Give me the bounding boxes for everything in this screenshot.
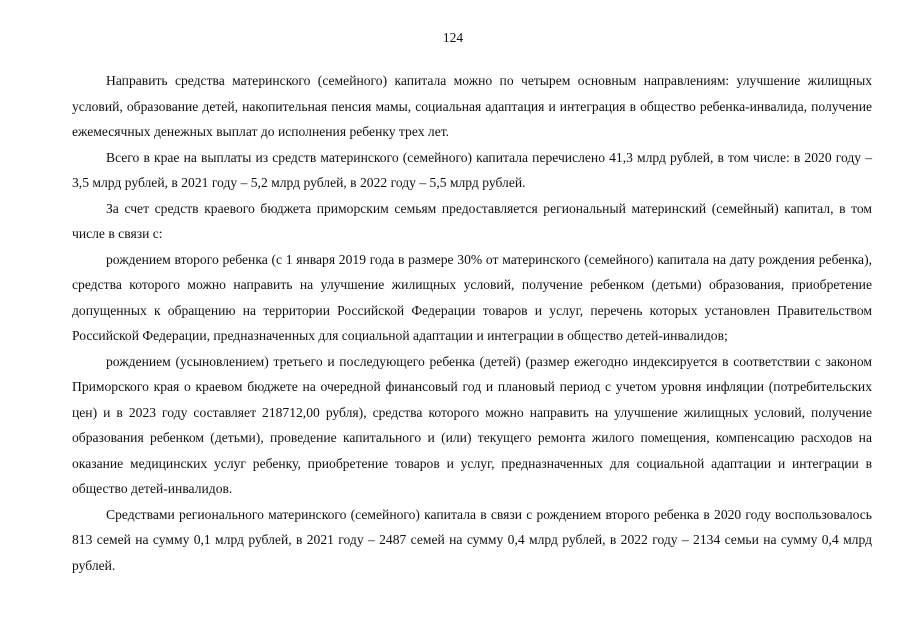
paragraph-directions: Направить средства материнского (семейного) капитала можно по четырем основным направлениям: улучшение жилищных условий, образование детей, накопительная пенсия мамы, социальная адаптация и интеграция в общество ребенка-инвалида, получение ежемесячных денежных выплат до исполнения ребенку трех лет. — [72, 73, 872, 139]
paragraph-regional-capital-intro: За счет средств краевого бюджета приморским семьям предоставляется региональный материнский (семейный) капитал, в том числе в связи с: — [72, 200, 872, 241]
document-body — [72, 68, 872, 578]
page-number: 124 — [442, 30, 464, 45]
paragraph-second-child: рождением второго ребенка (с 1 января 2019 года в размере 30% от материнского (семейного) капитала на дату рождения ребенка), средства которого можно направить на улучшение жилищных условий, получение ребенком (детьми) образования, приобретение допущенных к обращению на территории Российской Федерации товаров и услуг, перечень которых установлен Правительством Российской Федерации, предназначенных для социальной адаптации и интеграции в общество детей-инвалидов; — [72, 251, 872, 343]
paragraph-usage-statistics: Средствами регионального материнского (семейного) капитала в связи с рождением второго ребенка в 2020 году воспользовалось 813 семей на сумму 0,1 млрд рублей, в 2021 году – 2487 семей на сумму 0,4 млрд рублей, в 2022 году – 2134 семьи на сумму 0,4 млрд рублей. — [72, 506, 872, 573]
paragraph-third-child: рождением (усыновлением) третьего и последующего ребенка (детей) (размер ежегодно индексируется в соответствии с законом Приморского края о краевом бюджете на очередной финансовый год и плановый период с учетом уровня инфляции (потребительских цен) и в 2023 году составляет 218712,00 рубля), средства которого можно направить на улучшение жилищных условий, получение образования ребенком (детьми), проведение капитального и (или) текущего ремонта жилого помещения, компенсацию расходов на оказание медицинских услуг ребенку, приобретение товаров и услуг, предназначенных для социальной адаптации и интеграции в общество детей-инвалидов. — [72, 353, 872, 496]
paragraph-total-payments: Всего в крае на выплаты из средств материнского (семейного) капитала перечислено 41,3 млрд рублей, в том числе: в 2020 году – 3,5 млрд рублей, в 2021 году – 5,2 млрд рублей, в 2022 году – 5,5 млрд рублей. — [72, 149, 872, 190]
